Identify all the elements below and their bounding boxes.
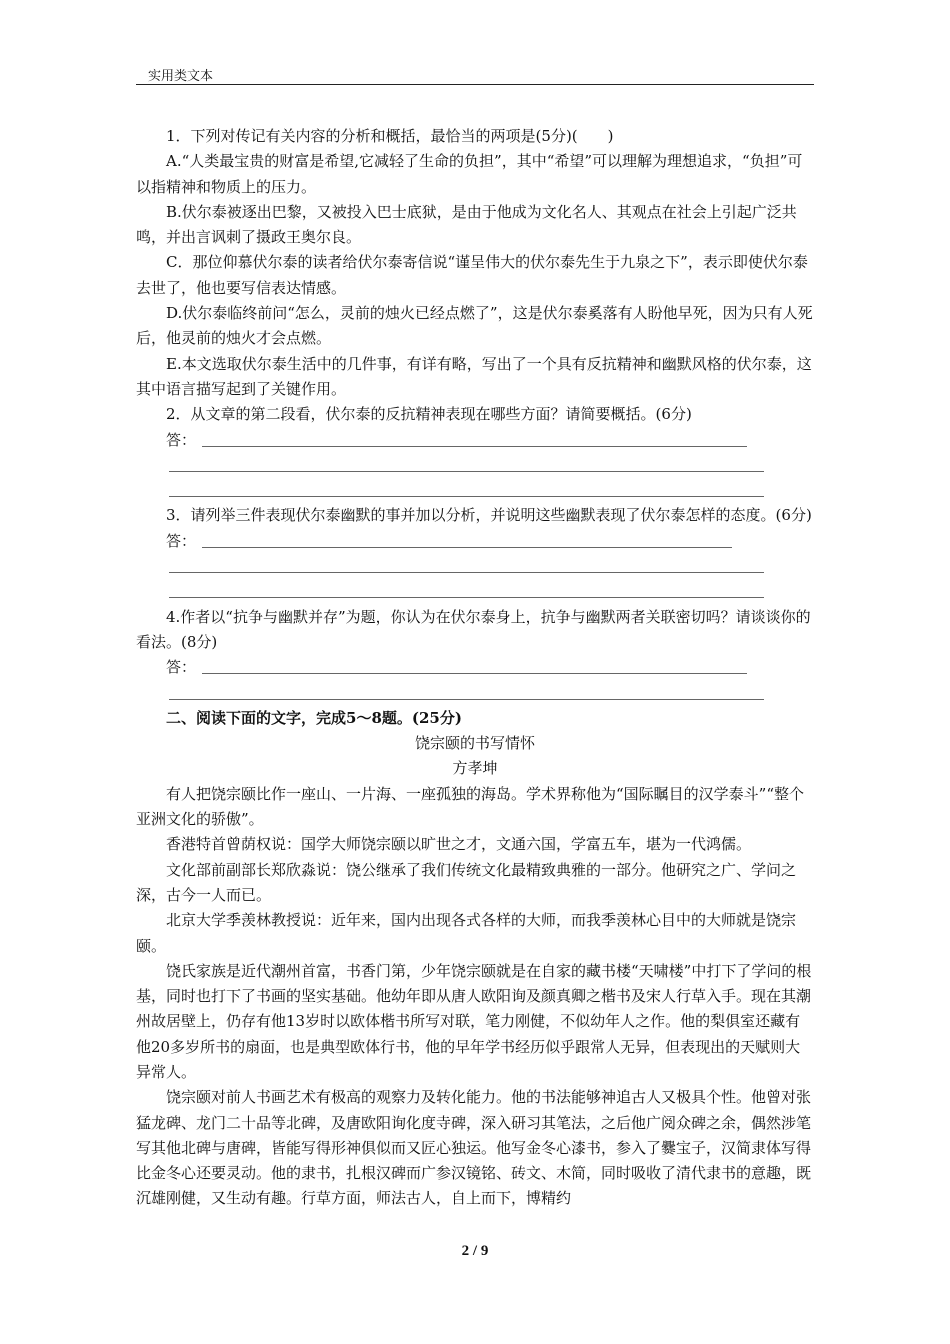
section-2-heading: 二、阅读下面的文字，完成5～8题。(25分): [166, 708, 462, 727]
article-paragraph: 文化部前副部长郑欣淼说：饶公继承了我们传统文化最精致典雅的一部分。他研究之广、学问之深，古今一人而已。: [136, 860, 797, 904]
header-title: 实用类文本: [148, 69, 214, 84]
answer-rule: [169, 597, 764, 598]
q2-answer-line-3[interactable]: [136, 478, 814, 503]
article-paragraph: 香港特首曾荫权说：国学大师饶宗颐以旷世之才，文通六国，学富五车，堪为一代鸿儒。: [166, 835, 752, 854]
q4-answer-line-1[interactable]: [136, 655, 814, 680]
q1-option-b: B.伏尔泰被逐出巴黎，又被投入巴士底狱，是由于他成为文化名人、其观点在社会上引起广泛共鸣，并出言讽刺了摄政王奥尔良。: [136, 202, 797, 247]
q1-option-e: E.本文选取伏尔泰生活中的几件事，有详有略，写出了一个具有反抗精神和幽默风格的伏尔泰，这其中语言描写起到了关键作用。: [136, 354, 812, 398]
answer-label: 答：: [166, 658, 197, 677]
q1-stem: 1．下列对传记有关内容的分析和概括，最恰当的两项是(5分)( ): [166, 127, 614, 145]
q2-stem: 2．从文章的第二段看，伏尔泰的反抗精神表现在哪些方面？请简要概括。(6分): [166, 405, 692, 424]
page-header: [136, 64, 814, 85]
answer-rule: [169, 699, 764, 700]
answer-rule: [202, 673, 747, 674]
q1-option-c: C．那位仰慕伏尔泰的读者给伏尔泰寄信说“谨呈伟大的伏尔泰先生于九泉之下”，表示即使伏尔泰去世了，他也要写信表达情感。: [136, 253, 808, 297]
q4-answer-line-2[interactable]: [136, 681, 814, 706]
q2-answer-line-1[interactable]: [136, 428, 814, 453]
answer-rule: [169, 471, 764, 472]
answer-rule: [202, 446, 747, 447]
q3-stem: 3．请列举三件表现伏尔泰幽默的事并加以分析，并说明这些幽默表现了伏尔泰怎样的态度。(6分): [166, 506, 812, 525]
article-paragraph: 有人把饶宗颐比作一座山、一片海、一座孤独的海岛。学术界称他为“国际瞩目的汉学泰斗”“整个亚洲文化的骄傲”。: [136, 784, 805, 829]
article-paragraph: 饶宗颐对前人书画艺术有极高的观察力及转化能力。他的书法能够神追古人又极具个性。他曾对张猛龙碑、龙门二十品等北碑，及唐欧阳询化度寺碑，深入研习其笔法，之后他广阅众碑之余，偶然涉笔写其他北碑与唐碑，皆能写得形神俱似而又匠心独运。他写金冬心漆书，参入了爨宝子，汉简隶体写得比金冬心还要灵动。他的隶书，扎根汉碑而广参汉镜铭、砖文、木简，同时吸收了清代隶书的意趣，既沉雄刚健，又生动有趣。行草方面，师法古人，自上而下，博精约: [136, 1088, 812, 1208]
q4-stem: 4.作者以“抗争与幽默并存”为题，你认为在伏尔泰身上，抗争与幽默两者关联密切吗？请谈谈你的看法。(8分): [136, 607, 811, 651]
article-title: 饶宗颐的书写情怀: [414, 734, 535, 753]
article-paragraph: 饶氏家族是近代潮州首富，书香门第，少年饶宗颐就是在自家的藏书楼“天啸楼”中打下了学问的根基，同时也打下了书画的坚实基础。他幼年即从唐人欧阳询及颜真卿之楷书及宋人行草入手。现在其潮州故居壁上，仍存有他13岁时以欧体楷书所写对联，笔力刚健，不似幼年人之作。他的梨俱室还藏有他20多岁所书的扇面，也是典型欧体行书，他的早年学书经历似乎跟常人无异，但表现出的天赋则大异常人。: [136, 961, 812, 1081]
q1-option-a: A.“人类最宝贵的财富是希望,它减轻了生命的负担”，其中“希望”可以理解为理想追求，“负担”可以指精神和物质上的压力。: [136, 152, 803, 196]
answer-rule: [202, 547, 732, 548]
q1-option-d: D.伏尔泰临终前问“怎么，灵前的烛火已经点燃了”，这是伏尔泰奚落有人盼他早死，因为只有人死后，他灵前的烛火才会点燃。: [136, 304, 813, 348]
answer-label: 答：: [166, 531, 197, 550]
answer-rule: [169, 496, 764, 497]
answer-rule: [169, 572, 764, 573]
article-author: 方孝坤: [452, 759, 498, 778]
answer-label: 答：: [166, 430, 197, 449]
q3-answer-line-2[interactable]: [136, 554, 814, 579]
page-number: 2 / 9: [461, 1243, 489, 1259]
q2-answer-line-2[interactable]: [136, 453, 814, 478]
q3-answer-line-1[interactable]: [136, 529, 814, 554]
article-paragraph: 北京大学季羡林教授说：近年来，国内出现各式各样的大师，而我季羡林心目中的大师就是饶宗颐。: [136, 911, 797, 955]
document-body: [136, 124, 814, 1212]
q3-answer-line-3[interactable]: [136, 579, 814, 604]
